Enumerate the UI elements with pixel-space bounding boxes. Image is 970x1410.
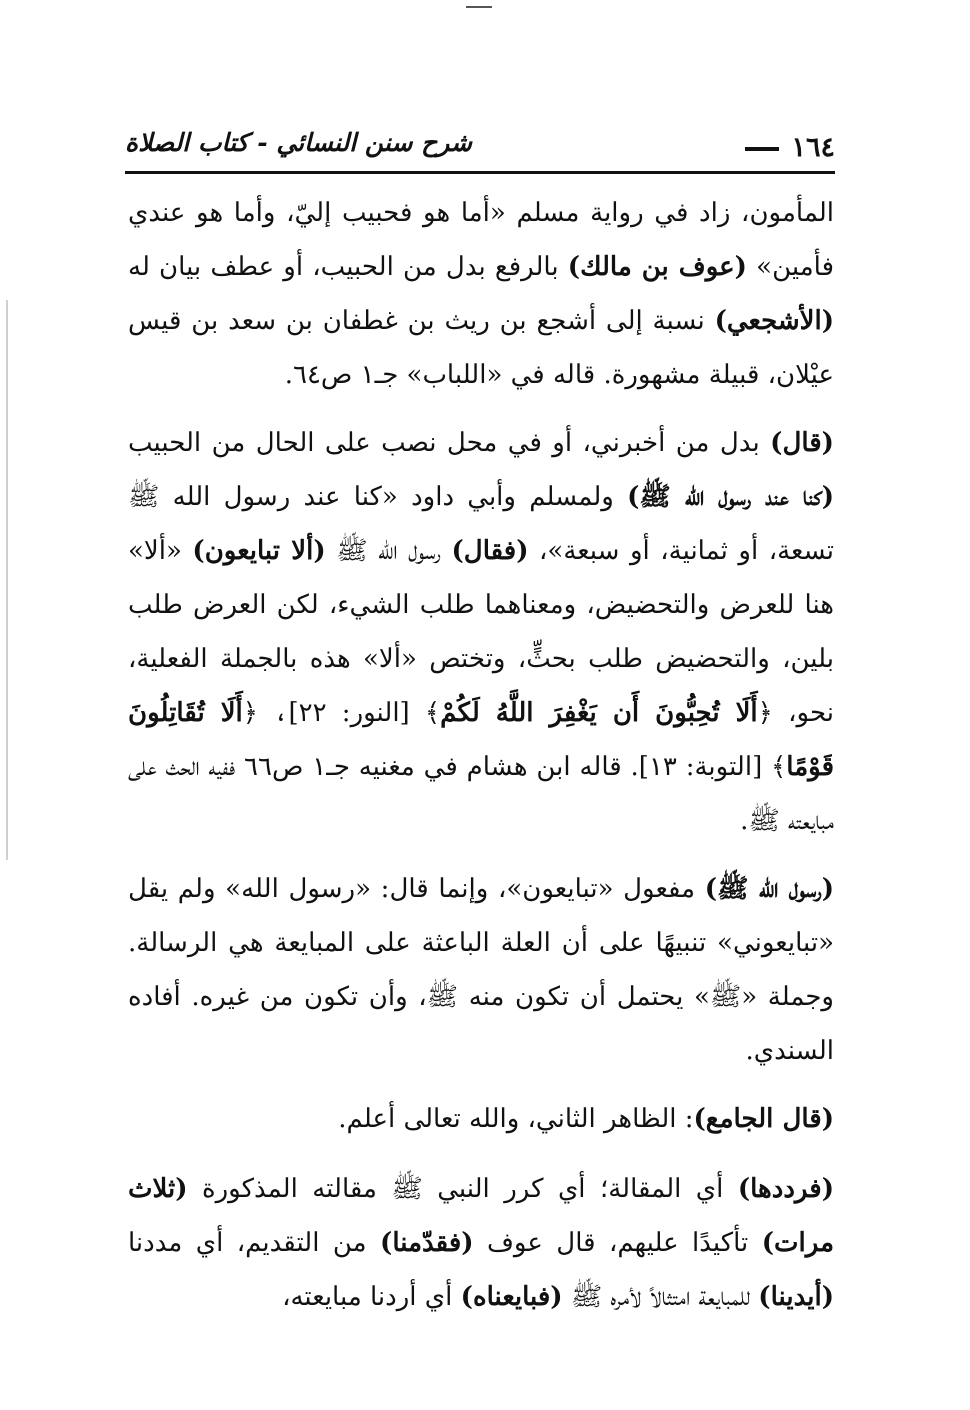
quoted-phrase: (فبايعناه) — [460, 1282, 563, 1312]
quoted-phrase: (الأشجعي) — [714, 306, 834, 336]
commentary-text: رسول الله ﷺ — [325, 536, 452, 566]
commentary-text: المأمون، زاد في رواية مسلم «أما هو فحبيب إليّ، وأما هو عندي فأمين» — [128, 198, 835, 282]
quoted-phrase: أَلَا تُقَاتِلُونَ قَوْمًا — [128, 698, 835, 782]
running-title: شرح سنن النسائي - كتاب الصلاة — [125, 128, 472, 157]
page-header — [125, 128, 835, 174]
commentary-text: ﴾ [التوبة: ١٣]. قاله ابن هشام في مغنيه جـ١ ص٦٦ ففيه الحث على مبايعته ﷺ. — [128, 752, 834, 836]
quoted-phrase: أَلَا تُحِبُّونَ أَن يَغْفِرَ اللَّهُ لَكُمْ — [440, 698, 758, 728]
quoted-phrase: (كنا عند رسول الله ﷺ) — [627, 482, 834, 512]
quoted-phrase: (رسول الله ﷺ) — [704, 874, 834, 904]
commentary-text: من التقديم، أي مددنا — [128, 1228, 381, 1258]
quoted-phrase: (قال الجامع) — [693, 1104, 834, 1134]
commentary-text: ولمسلم وأبي داود «كنا عند رسول الله ﷺ تسعة، أو ثمانية، أو سبعة»، — [128, 482, 834, 566]
commentary-text: أي أردنا مبايعته، — [282, 1282, 461, 1312]
commentary-text: : الظاهر الثاني، والله تعالى أعلم. — [338, 1104, 694, 1134]
quoted-phrase: (فقدّمنا) — [380, 1228, 474, 1258]
page-number: ١٦٤ — [745, 132, 835, 163]
commentary-text: بدل من أخبرني، أو في محل نصب على الحال من الحبيب — [128, 428, 771, 458]
commentary-text: «ألا» هنا للعرض والتحضيض، ومعناهما طلب الشيء، لكن العرض طلب بلين، والتحضيض طلب بحثٍّ، وتختص «ألا» هذه بالجملة الفعلية، نحو، ﴿ — [128, 536, 834, 728]
quoted-phrase: (أيدينا) — [758, 1282, 834, 1312]
commentary-text: تأكيدًا عليهم، قال عوف — [473, 1228, 762, 1258]
quoted-phrase: (فرددها) — [737, 1174, 834, 1204]
quoted-phrase: (قال) — [770, 428, 834, 458]
quoted-phrase: (فقال) — [451, 536, 529, 566]
quoted-phrase: (ألا تبايعون) — [192, 536, 326, 566]
quoted-phrase: (ثلاث مرات) — [128, 1174, 834, 1258]
paragraph — [128, 862, 834, 1078]
paragraph — [128, 1162, 834, 1324]
scan-artifact-side — [6, 300, 8, 860]
body-text — [128, 186, 834, 1338]
commentary-text: أي المقالة؛ أي كرر النبي ﷺ مقالته المذكورة — [187, 1174, 738, 1204]
commentary-text: ﴾ [النور: ٢٢]، ﴿ — [242, 698, 441, 728]
quoted-phrase: (عوف بن مالك) — [567, 252, 747, 282]
header-rule — [125, 171, 835, 174]
commentary-text: بالرفع بدل من الحبيب، أو عطف بيان له — [128, 252, 568, 282]
paragraph — [128, 416, 834, 848]
commentary-text: نسبة إلى أشجع بن ريث بن غطفان بن سعد بن قيس عيْلان، قبيلة مشهورة. قاله في «اللباب» جـ١ ص٦٤. — [128, 306, 834, 390]
scan-artifact-top — [466, 6, 492, 8]
commentary-text: مفعول «تبايعون»، وإنما قال: «رسول الله» ولم يقل «تبايعوني» تنبيهًا على أن العلة الباعثة على المبايعة هي الرسالة. وجملة «ﷺ» يحتمل أن تكون منه ﷺ، وأن تكون من غيره. أفاده السندي. — [128, 874, 834, 1066]
paragraph — [128, 1092, 834, 1146]
paragraph — [128, 186, 834, 402]
commentary-text: للمبايعة امتثالاً لأمره ﷺ — [562, 1282, 759, 1312]
